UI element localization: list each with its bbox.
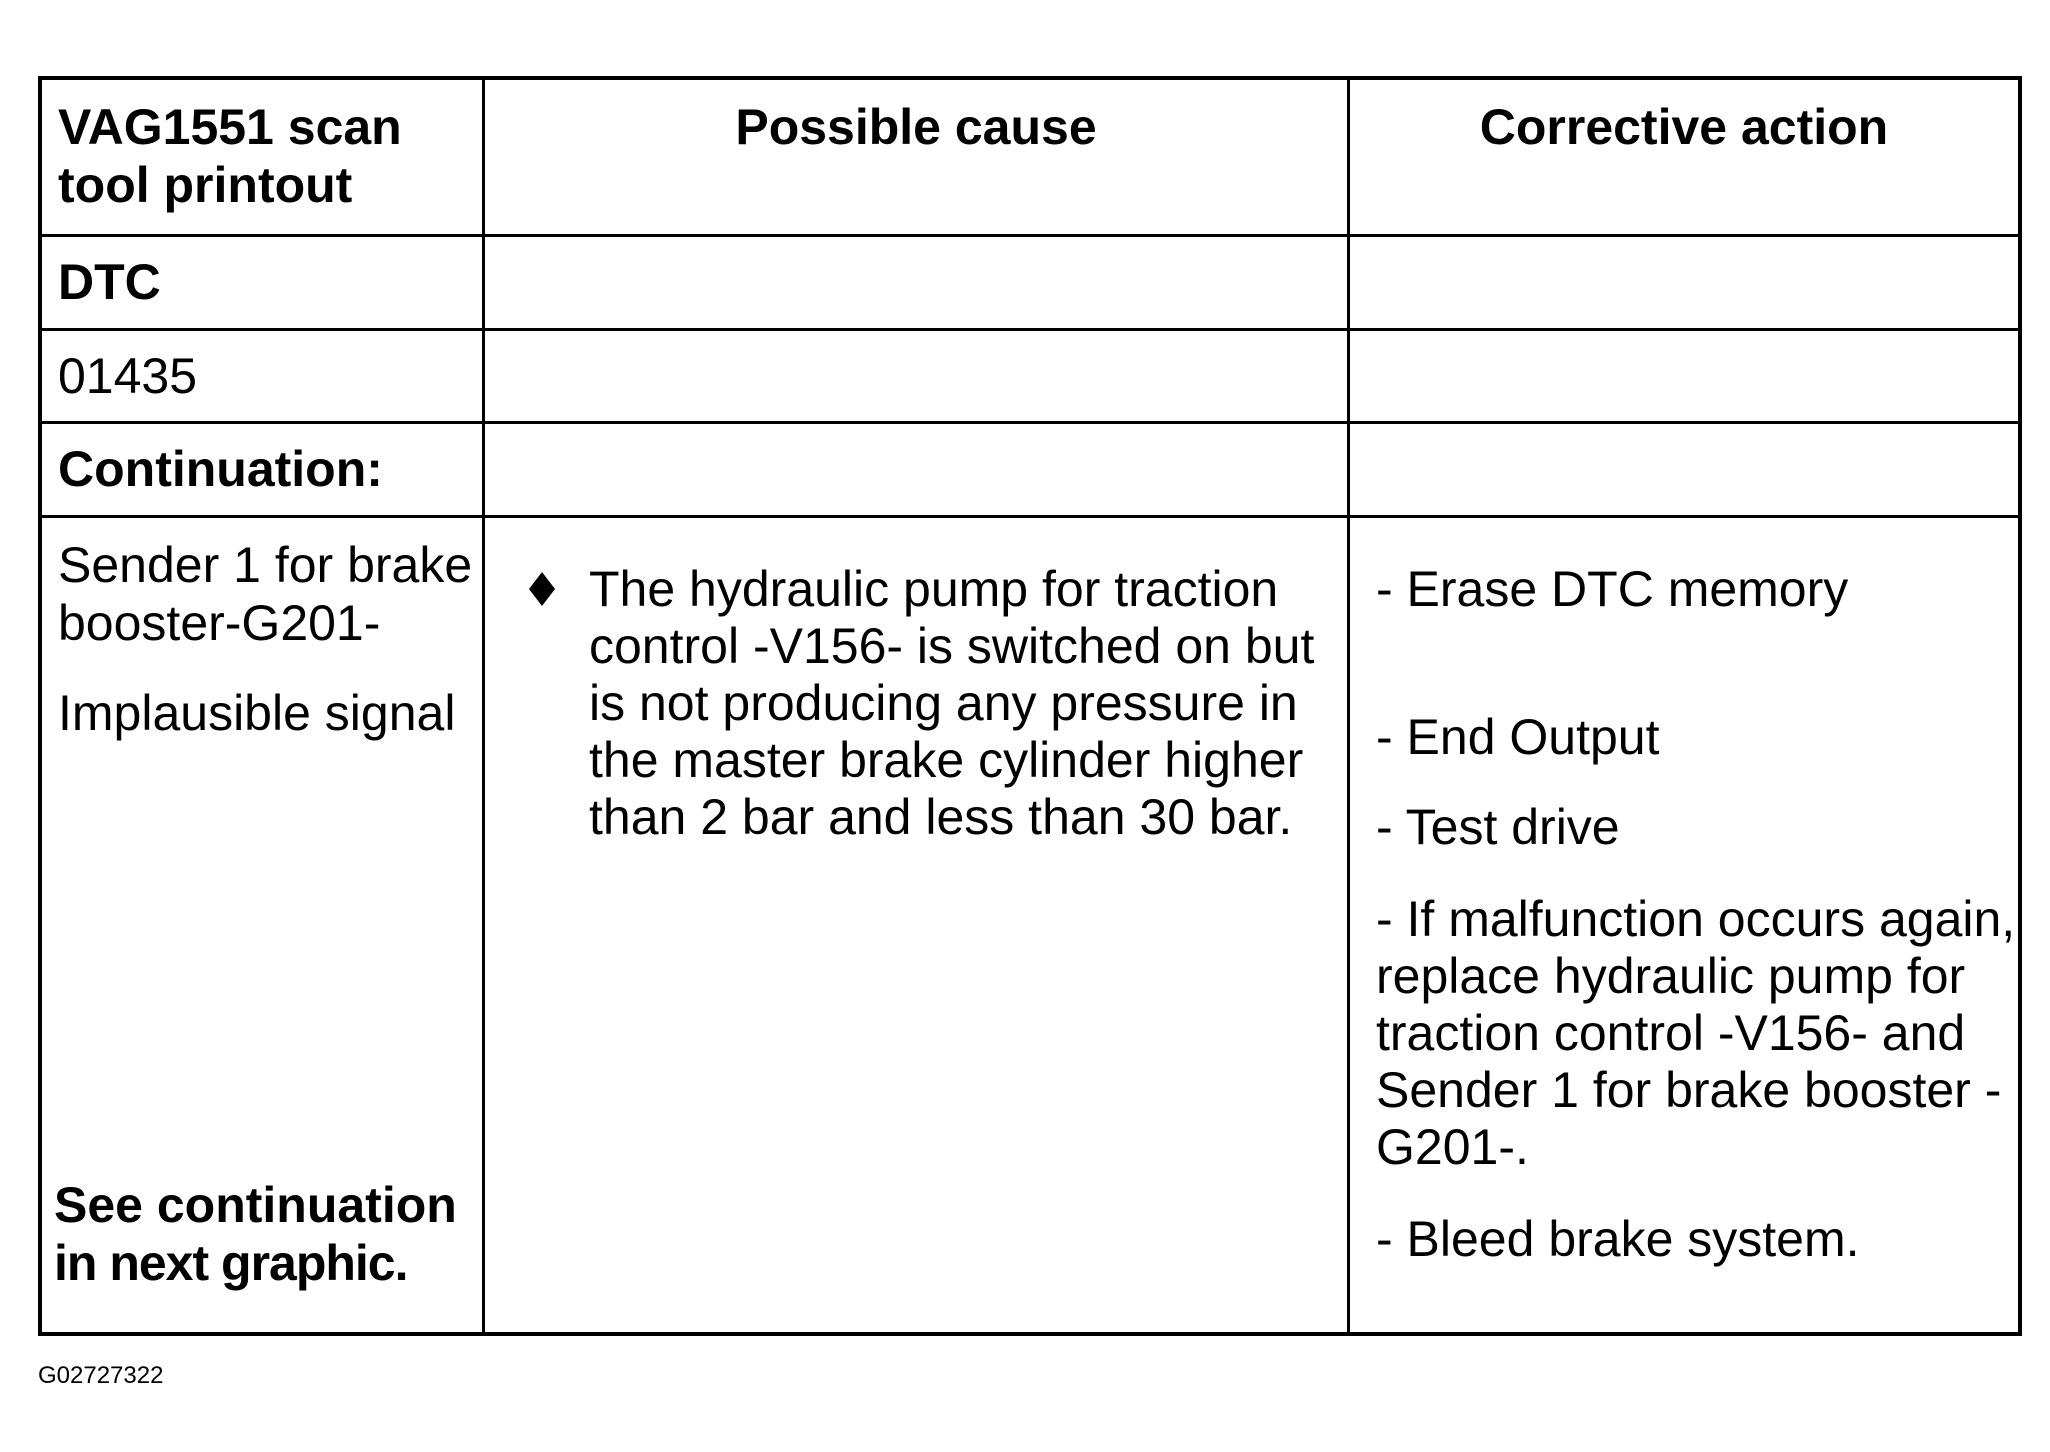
corrective-action-cell <box>1350 518 2018 1332</box>
dtc-code: 01435 <box>58 348 198 404</box>
dtc-label-cell <box>42 237 485 328</box>
action-malfunction-line: traction control -V156- and <box>1376 1005 1966 1061</box>
empty-cell <box>485 424 1350 515</box>
header-cell-action <box>1350 80 2018 234</box>
action-malfunction-line: replace hydraulic pump for <box>1376 948 1966 1004</box>
diamond-bullet-icon <box>529 572 555 606</box>
see-continuation-note: See continuation <box>54 1177 457 1233</box>
empty-cell <box>485 237 1350 328</box>
table-row-dtc <box>42 237 2018 331</box>
header-printout-line2: tool printout <box>58 157 353 213</box>
empty-cell <box>1350 424 2018 515</box>
printout-line: booster-G201- <box>58 595 381 651</box>
table-row-code <box>42 331 2018 424</box>
empty-cell <box>1350 237 2018 328</box>
action-malfunction-line: - If malfunction occurs again, <box>1376 891 2016 947</box>
diagnostic-table <box>38 76 2022 1336</box>
action-malfunction-line: Sender 1 for brake booster - <box>1376 1062 2002 1118</box>
cause-line: the master brake cylinder higher <box>589 732 1304 788</box>
table-row-detail <box>42 518 2018 1332</box>
continuation-cell <box>42 424 485 515</box>
see-continuation-note: in next graphic. <box>54 1235 408 1291</box>
empty-cell <box>1350 331 2018 421</box>
printout-line: Sender 1 for brake <box>58 537 473 593</box>
header-possible-cause: Possible cause <box>735 99 1097 155</box>
possible-cause-cell <box>485 518 1350 1332</box>
table-header-row <box>42 80 2018 237</box>
dtc-label: DTC <box>58 254 161 310</box>
printout-line: Implausible signal <box>58 685 456 741</box>
header-corrective-action: Corrective action <box>1479 99 1889 155</box>
cause-line: is not producing any pressure in <box>589 675 1298 731</box>
empty-cell <box>485 331 1350 421</box>
header-printout-line1: VAG1551 scan <box>58 99 402 155</box>
table-row-continuation <box>42 424 2018 518</box>
printout-detail-cell <box>42 518 485 1332</box>
figure-id: G02727322 <box>38 1362 164 1389</box>
action-end-output: - End Output <box>1376 709 1660 765</box>
action-malfunction-line: G201-. <box>1376 1119 1529 1175</box>
cause-line: The hydraulic pump for traction <box>589 561 1279 617</box>
action-test-drive: - Test drive <box>1376 799 1620 855</box>
continuation-label: Continuation: <box>58 441 383 497</box>
header-cell-printout <box>42 80 485 234</box>
header-cell-cause <box>485 80 1350 234</box>
action-erase-dtc: - Erase DTC memory <box>1376 561 1849 617</box>
cause-line: control -V156- is switched on but <box>589 618 1315 674</box>
dtc-code-cell <box>42 331 485 421</box>
cause-line: than 2 bar and less than 30 bar. <box>589 789 1293 845</box>
action-bleed-brakes: - Bleed brake system. <box>1376 1211 1860 1267</box>
